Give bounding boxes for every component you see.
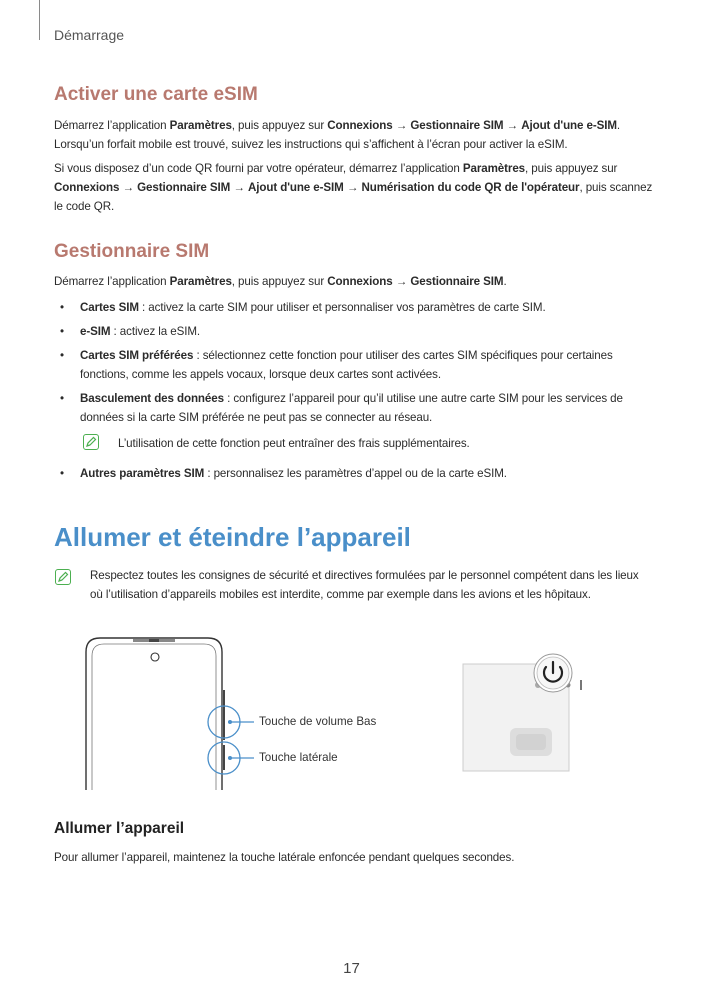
label-side-key: Touche latérale: [259, 751, 338, 764]
label-volume-down: Touche de volume Bas: [259, 715, 377, 728]
esim-paragraph-2: Si vous disposez d’un code QR fourni par votre opérateur, démarrez l’application Paramètres, puis appuyez sur Connexions → Gestionnaire SIM → Ajout d'une e-SIM → Numérisation du code QR de l'opérateur, puis scannez le code QR.: [54, 162, 653, 213]
power-on-paragraph: Pour allumer l’appareil, maintenez la touche latérale enfoncée pendant quelques secondes.: [54, 851, 515, 864]
subsection-title-power-on: Allumer l’appareil: [54, 820, 185, 837]
phone-buttons-diagram: [0, 630, 703, 790]
section-title-esim: Activer une carte eSIM: [54, 84, 258, 105]
section-title-sim-manager: Gestionnaire SIM: [54, 241, 210, 262]
note-icon: [83, 434, 99, 450]
note-icon: [55, 569, 71, 585]
sim-manager-intro: Démarrez l’application Paramètres, puis appuyez sur Connexions → Gestionnaire SIM.: [54, 275, 507, 288]
page-number: 17: [343, 960, 360, 977]
esim-paragraph-1: Démarrez l’application Paramètres, puis appuyez sur Connexions → Gestionnaire SIM → Ajout d'une e-SIM. Lorsqu’un forfait mobile est trouvé, suivez les instructions qui s’affichent à l’écran pour activer la eSIM.: [54, 119, 621, 151]
safety-note: Respectez toutes les consignes de sécurité et directives formulées par le personnel compétent dans les lieux où l’utilisation d’appareils mobiles est interdite, comme par exemple dans les avions et les hôpitaux.: [90, 569, 639, 601]
running-header: Démarrage: [54, 27, 125, 43]
note-text-fees: L’utilisation de cette fonction peut entraîner des frais supplémentaires.: [118, 437, 470, 450]
chapter-title-power: Allumer et éteindre l’appareil: [54, 522, 411, 552]
device-illustration: [0, 630, 703, 790]
header-rule: [39, 0, 40, 40]
